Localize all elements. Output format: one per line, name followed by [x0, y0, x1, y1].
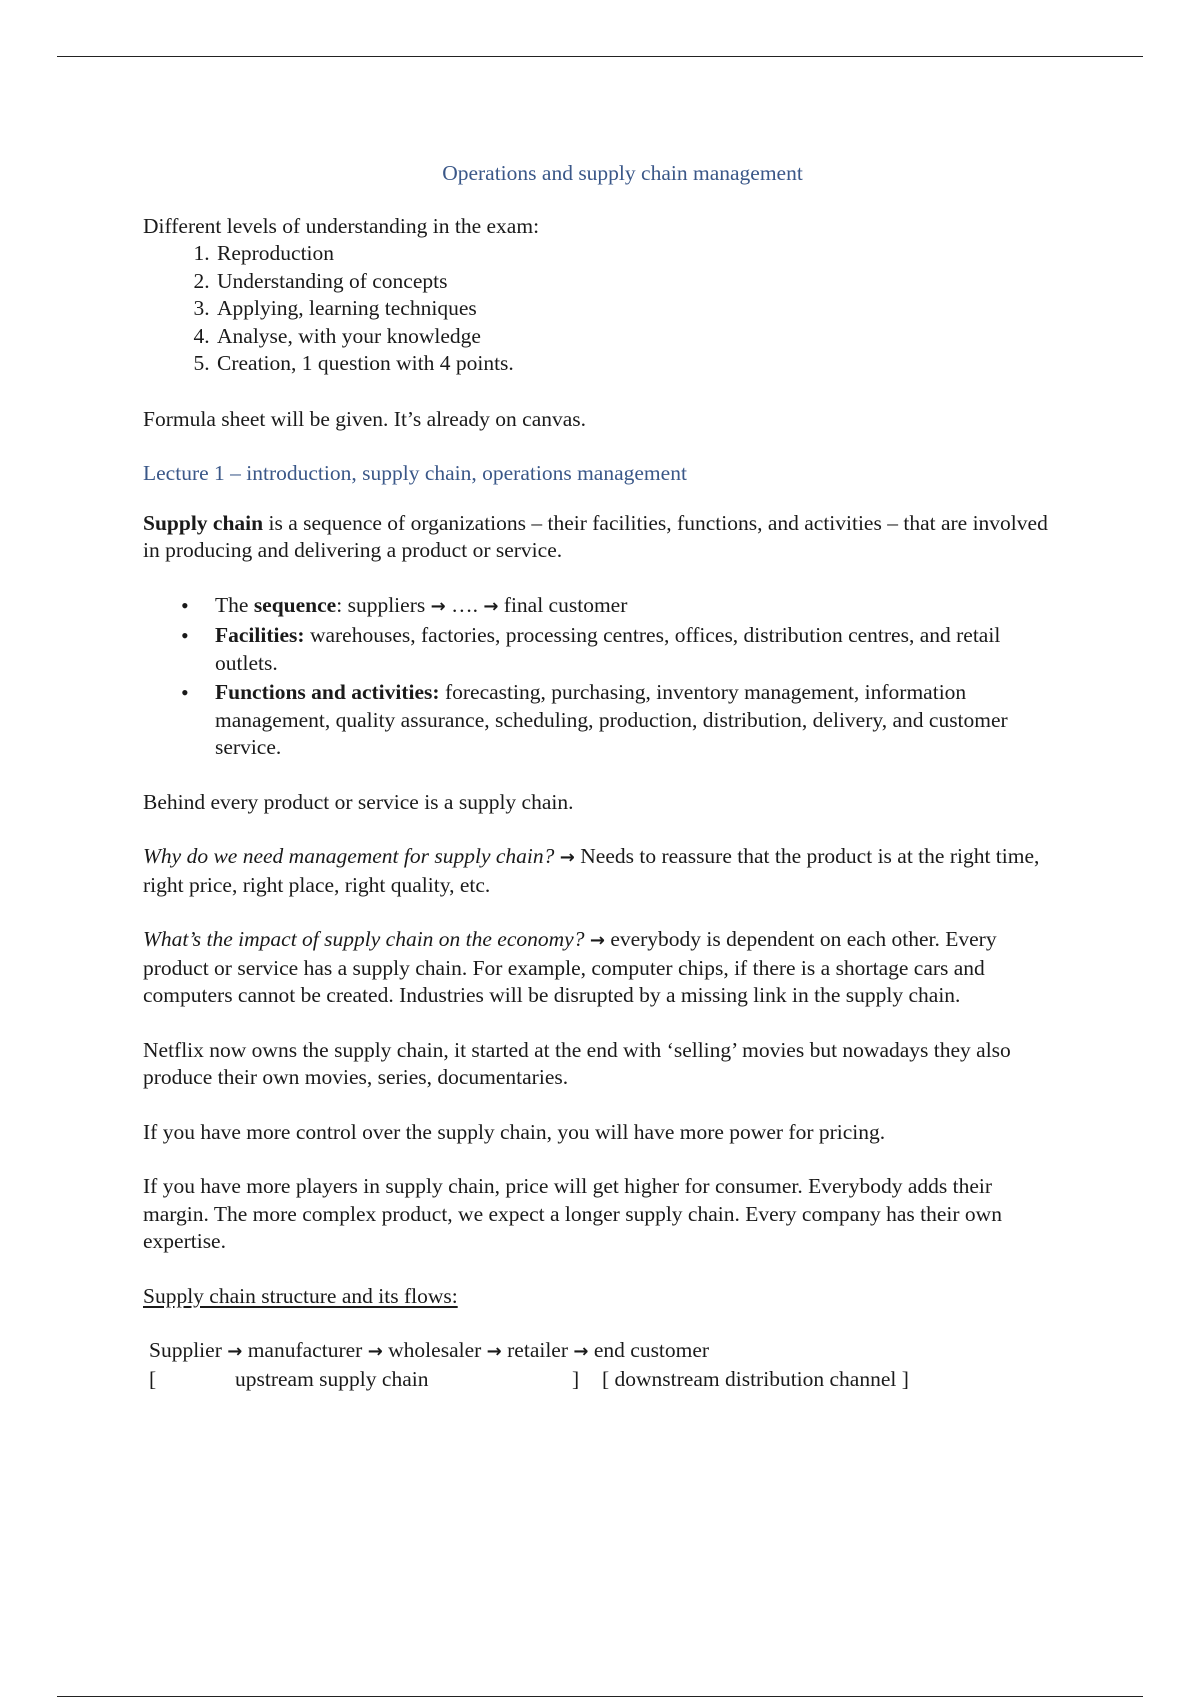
arrow-icon: → — [589, 930, 605, 951]
question-management — [143, 843, 1058, 899]
flow-line — [149, 1337, 1058, 1366]
downstream-label: [ downstream distribution channel ] — [602, 1366, 909, 1391]
question-economy — [143, 926, 1058, 1010]
flow-retailer: retailer — [501, 1338, 574, 1362]
formula-note: Formula sheet will be given. It’s already on canvas. — [143, 406, 587, 431]
list-item: 1. Reproduction — [215, 240, 1058, 268]
list-item: 4. Analyse, with your knowledge — [215, 323, 1058, 351]
arrow-icon: → — [367, 1341, 383, 1362]
bullet-text: …. — [445, 592, 484, 617]
list-item: 3. Applying, learning techniques — [215, 295, 1058, 323]
players-paragraph: If you have more players in supply chain, price will get higher for consumer. Everybody adds their margin. The more complex product, we expect a longer supply chain. Every company has their own expertise. — [143, 1174, 1002, 1253]
bullet-text: warehouses, factories, processing centres, offices, distribution centres, and retail outlets. — [215, 623, 1001, 675]
flow-supplier: Supplier — [149, 1338, 228, 1362]
behind-paragraph: Behind every product or service is a supply chain. — [143, 789, 574, 814]
arrow-icon: → — [227, 1341, 243, 1362]
answer-text: everybody is dependent on each other. Every product or service has a supply chain. For example, computer chips, if there is a shortage cars and computers cannot be created. Industries will be disrupted by a missing link in the supply chain. — [143, 927, 997, 1007]
upstream-close-bracket: ] — [572, 1366, 580, 1391]
answer-text: Needs to reassure that the product is at the right time, right price, right place, right quality, etc. — [143, 844, 1040, 897]
control-paragraph: If you have more control over the supply chain, you will have more power for pricing. — [143, 1119, 886, 1144]
supply-chain-bullets — [143, 592, 1058, 762]
flow-manufacturer: manufacturer — [242, 1338, 368, 1362]
upstream-open-bracket: [ — [149, 1366, 157, 1391]
lecture-heading: Lecture 1 – introduction, supply chain, operations management — [143, 461, 687, 485]
arrow-icon: → — [559, 847, 575, 868]
question-text: Why do we need management for supply chain? — [143, 844, 555, 868]
arrow-icon: → — [486, 1341, 502, 1362]
arrow-icon: → — [483, 595, 499, 617]
question-text: What’s the impact of supply chain on the economy? — [143, 927, 585, 951]
flow-wholesaler: wholesaler — [382, 1338, 487, 1362]
bullet-term: Functions and activities: — [215, 680, 440, 704]
exam-intro: Different levels of understanding in the exam: — [143, 213, 540, 238]
netflix-paragraph: Netflix now owns the supply chain, it started at the end with ‘selling’ movies but nowadays they also produce their own movies, series, documentaries. — [143, 1037, 1011, 1089]
bullet-term: sequence — [253, 592, 337, 617]
definition-paragraph — [143, 510, 1058, 565]
bottom-rule — [57, 1696, 1143, 1697]
flow-end-customer: end customer — [588, 1338, 710, 1362]
list-item: 5. Creation, 1 question with 4 points. — [215, 350, 1058, 378]
arrow-icon: → — [430, 595, 446, 617]
document-title: Operations and supply chain management — [442, 161, 803, 185]
upstream-label: upstream supply chain — [235, 1366, 429, 1391]
top-rule — [57, 56, 1143, 57]
flow-bracket-row — [149, 1366, 1058, 1394]
exam-levels-list — [143, 240, 1058, 378]
definition-term: Supply chain — [143, 510, 264, 535]
arrow-icon: → — [573, 1341, 589, 1362]
list-item — [215, 592, 1058, 621]
document-body — [143, 160, 1058, 1393]
list-item: 2. Understanding of concepts — [215, 268, 1058, 296]
definition-text: is a sequence of organizations – their facilities, functions, and activities – that are involved in producing and delivering a product or service. — [143, 510, 1048, 562]
bullet-term: Facilities: — [215, 623, 305, 647]
structure-heading: Supply chain structure and its flows: — [143, 1283, 458, 1308]
supply-chain-flow — [149, 1337, 1058, 1393]
bullet-text: : suppliers — [336, 592, 431, 617]
list-item — [215, 679, 1058, 762]
list-item — [215, 622, 1058, 677]
bullet-text: final customer — [498, 592, 628, 617]
bullet-text: The — [215, 592, 254, 617]
bullet-text: forecasting, purchasing, inventory management, information management, quality assurance, scheduling, production, distribution, delivery, and customer service. — [215, 680, 1008, 759]
